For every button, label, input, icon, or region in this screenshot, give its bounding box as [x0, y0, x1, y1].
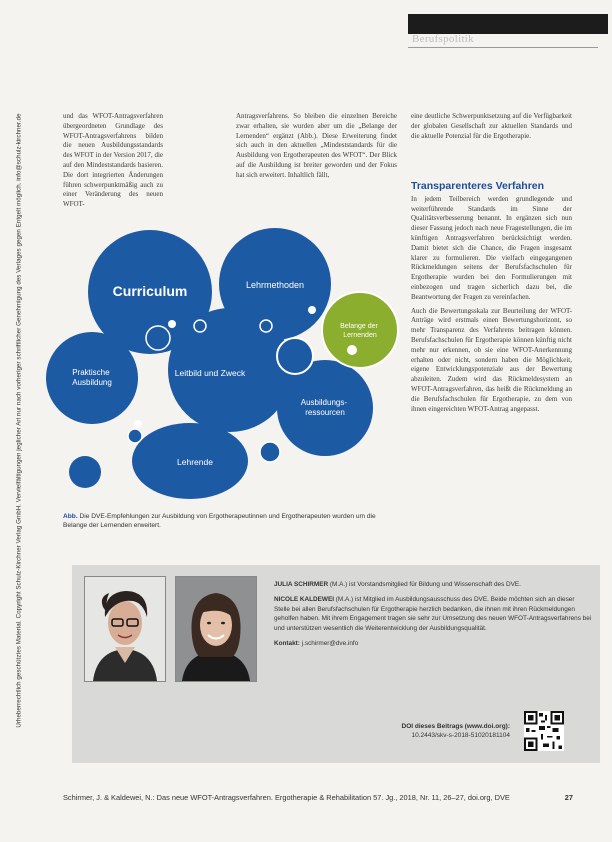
bubble-belange-der-lernenden — [322, 292, 398, 368]
header-rule — [408, 47, 598, 48]
small-bubble — [168, 320, 176, 328]
small-bubble — [260, 320, 272, 332]
label-praktische-line-1: Praktische — [72, 368, 110, 377]
small-bubble — [128, 429, 142, 443]
small-bubble — [260, 442, 280, 462]
label-lehrmethoden: Lehrmethoden — [245, 280, 305, 290]
contact-label: Kontakt: — [274, 640, 300, 648]
author-bios — [274, 580, 592, 654]
wfot-standards-diagram — [40, 228, 420, 510]
contact-email[interactable]: j.schirmer@dve.info — [299, 640, 359, 648]
small-bubble — [194, 320, 206, 332]
col3-text: eine deutliche Schwerpunktsetzung auf die Verfügbarkeit der globalen Gesellschaft zur aktuellen Standards und die aktuelle Potenzial für die Ergotherapie. — [411, 112, 572, 140]
author2-name: NICOLE KALDEWEI — [274, 596, 334, 604]
author2-text: (M.A.) ist Mitglied im Ausbildungsausschuss des DVE. Beide möchten sich an dieser Stelle bei allen Berufsfachschulen für Ergotherapie herzlich bedanken, die ihnen mit ihren Rückmeldungen geholfen haben. Mit ihrem Engagement tragen sie sehr zur Umsetzung des neuen WFOT-Antragsverfahrens bei und unterstützen wesentlich die Weiterentwicklung der Ausbildungsqualität. — [274, 596, 592, 632]
column-2 — [236, 112, 397, 185]
column-3 — [411, 112, 572, 145]
label-belange-line-1: Belange der — [340, 323, 378, 330]
author2-bio — [274, 595, 592, 633]
col1-text: und das WFOT-Antragsverfahren übergeordneten Grundlage des WFOT-Antragsverfahrens bilden die neuen Ausbildungsstandards des WFOT in der Version 2017, die auf den Mindeststandards basieren. Die dort integrierten Änderungen führen schwerpunktmäßig auch zu einer Veränderung des neuen WFOT- — [63, 112, 163, 209]
label-curriculum: Curriculum — [112, 283, 188, 299]
label-leitbild: Leitbild und Zweck — [174, 368, 246, 378]
label-ausbildungsressourcen — [301, 398, 349, 417]
section-paragraph-2: Auch die Bewertungsskala zur Beurteilung der WFOT-Anträge wird erstmals einen Bewertungshorizont, so mehr Transparenz des Verfahrens beitragen können. Berufsfachschulen für Ergotherapie können künftig nicht mehr nur erkennen, ob sie eine WFOT-Anerkennung erhalten oder nicht, sondern haben die Möglichkeit, eigene Entwicklungspotenziale aus der Bewertung abzuleiten. Zudem wird das Rückmeldesystem an WFOT-Antragsverfahren, das heißt die Rückmeldung an die Berufsfachschulen für Ergotherapie, zu dem von ihnen eingereichten WFOT-Antrag angepasst. — [411, 306, 572, 413]
author1-text: (M.A.) ist Vorstandsmitglied für Bildung und Wissenschaft des DVE. — [328, 581, 521, 588]
figure-caption — [63, 512, 393, 530]
label-ressourcen-line-1: Ausbildungs- — [300, 398, 348, 407]
column-3-section — [411, 182, 572, 418]
portrait-schirmer — [85, 577, 165, 681]
section-heading: Transparenteres Verfahren — [411, 180, 545, 192]
author1-name: JULIA SCHIRMER — [274, 581, 329, 588]
label-ressourcen-line-2: ressourcen — [305, 408, 345, 417]
col2-text: Antragsverfahrens. So bleiben die einzelnen Bereiche zwar erhalten, sie wurden aber um die „Belange der Lernenden“ ergänzt (Abb.). Diese Erweiterung findet sich auch in den aktuellen „Mindeststandards für die Ausbildung von Ergotherapeuten des WFOT“. Der Blick auf die Ausbildung ist breiter geworden und der Fokus hat sich erweitert. Inhaltlich fällt, — [236, 112, 397, 179]
column-1 — [63, 112, 163, 214]
caption-text: Die DVE-Empfehlungen zur Ausbildung von Ergotherapeutinnen und Ergotherapeuten wurden um die Belange der Lernenden erweitert. — [63, 513, 376, 529]
author1-bio — [274, 580, 592, 589]
small-bubble — [277, 338, 313, 374]
portrait-kaldewei — [176, 577, 256, 681]
author-photo-kaldewei — [175, 576, 257, 682]
doi-block — [370, 722, 510, 740]
label-lehrende: Lehrende — [177, 457, 213, 467]
small-bubble — [308, 306, 316, 314]
small-bubble — [146, 326, 170, 350]
doi-value[interactable]: 10.2443/skv-s-2018-51020181104 — [411, 732, 510, 739]
caption-prefix: Abb. — [63, 513, 78, 520]
footer-citation: Schirmer, J. & Kaldewei, N.: Das neue WFOT-Antragsverfahren. Ergotherapie & Rehabilitation 57. Jg., 2018, Nr. 11, 26–27, doi.org, DVE — [63, 793, 510, 802]
author-photo-schirmer — [84, 576, 166, 682]
small-bubble — [347, 345, 357, 355]
label-belange-line-2: Lernenden — [343, 332, 377, 339]
footer — [63, 793, 573, 805]
header-bar — [408, 14, 608, 34]
small-bubble — [134, 420, 142, 428]
page-number: 27 — [564, 793, 573, 802]
doi-label: DOI dieses Beitrags (www.doi.org): — [401, 723, 510, 730]
label-praktische-ausbildung — [72, 368, 112, 387]
small-bubble — [69, 456, 101, 488]
contact — [274, 639, 592, 648]
copyright-notice: Urheberrechtlich geschütztes Material. Copyright Schulz-Kirchner Verlag GmbH. Vervielfältigungen jeglicher Art nur nach vorheriger schriftlicher Genehmigung des Verlages gegen Entgelt möglich. info@schulz-kirchner.de — [15, 112, 23, 728]
section-paragraph-1: In jedem Teilbereich werden grundlegende und weiterführende Standards im Sinne der Qualitätsverbesserung benannt. In ergänzen sich nun dieser Fassung jedoch nach neue Fragestellungen, die im künftigen Antragsverfahren berücksichtigt werden. Damit bietet sich die Chance, die Fragen insgesamt klarer zu formulieren. Die vielfach eingegangenen Rückmeldungen seitens der Berufsfachschulen für Ergotherapie wurden bei den Formulierungen mit einbezogen und tragen sicherlich dazu bei, die Beantwortung der Fragen zu vereinfachen. — [411, 194, 572, 301]
label-praktische-line-2: Ausbildung — [72, 378, 112, 387]
qr-code[interactable] — [524, 711, 564, 751]
section-label: Berufspolitik — [412, 33, 474, 45]
